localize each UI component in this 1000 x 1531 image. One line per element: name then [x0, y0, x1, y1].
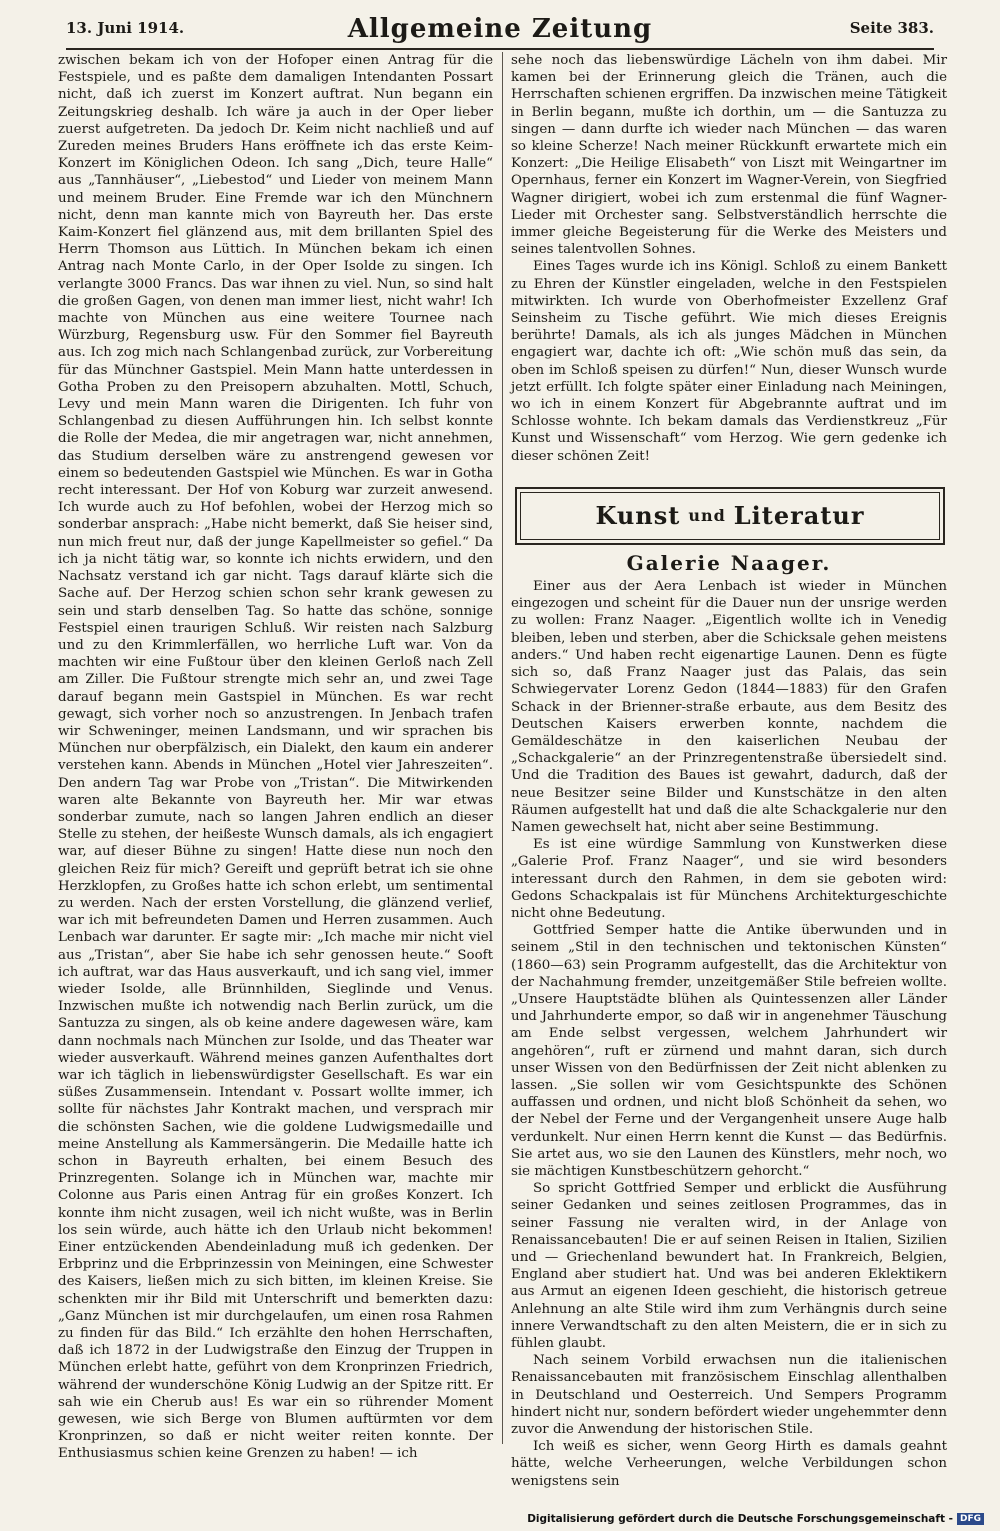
- article-paragraph: Gottfried Semper hatte die Antike überwunden und in seinem „Stil in den technischen und tektonischen Künsten“ (1860—63) sein Programm aufgestellt, das die Architektur von der Nachahmung fremder, unzeitgemäßer Stile befreien wollte. „Unsere Hauptstädte blühen als Quintessenzen aller Länder und Jahrhunderte empor, so daß wir in angenehmer Täuschung am Ende selbst vergessen, welchem Jahrhundert wir angehören“, ruft er zürnend und mahnt daran, sich durch unser Wissen von den Bedürfnissen der Zeit nicht ablenken zu lassen. „Sie sollen wir vom Gesichtspunkte des Schönen auffassen und ordnen, und nicht bloß Schönheit da sehen, wo der Nebel der Ferne und der Vergangenheit unsere Auge halb verdunkelt. Nur einen Herrn kennt die Kunst — das Bedürfnis. Sie artet aus, wo sie den Launen des Künstlers, mehr noch, wo sie mächtigen Kunstbeschützern gehorcht.“: [511, 923, 947, 1179]
- page-number: Seite 383.: [849, 19, 934, 37]
- right-paragraph: sehe noch das liebenswürdige Lächeln von ihm dabei. Mir kamen bei der Erinnerung gleich die Tränen, auch die Herrschaften schienen ergriffen. Da inzwischen meine Tätigkeit in Berlin begann, mußte ich dorthin, um — die Santuzza zu singen — dann durfte ich wieder nach München — das waren so kleine Scherze! Nach meiner Rückkunft erwartete mich ein Konzert: „Die Heilige Elisabeth“ von Liszt mit Weingartner im Opernhaus, ferner ein Konzert im Wagner-Verein, von Siegfried Wagner dirigiert, wobei ich zum erstenmal die fünf Wagner-Lieder mit Orchester sang. Selbstverständlich herrschte die immer gleiche Begeisterung für die Werke des Meisters und seines talentvollen Sohnes.: [511, 53, 947, 258]
- section-header-box: [515, 487, 945, 545]
- article-title: Galerie Naager.: [626, 550, 832, 575]
- column-divider: [502, 52, 503, 1444]
- article-paragraph: So spricht Gottfried Semper und erblickt die Ausführung seiner Gedanken und seines zeitlosen Programmes, das in seiner Fassung nie veralten wird, in der Anlage von Renaissancebauten! Die er auf seinen Reisen in Italien, Sizilien und — Griechenland bewundert hat. In Frankreich, Belgien, England aber studiert hat. Und was bei anderen Eklektikern aus Armut an eigenen Ideen geschieht, die historisch getreue Anlehnung an alte Stile wird ihm zum Verhängnis durch seine innere Verwandtschaft zu den alten Meistern, die er in sich zu fühlen glaubt.: [511, 1181, 947, 1352]
- left-paragraph: zwischen bekam ich von der Hofoper einen Antrag für die Festspiele, und es paßte dem damaligen Intendanten Possart nicht, daß ich zuerst im Konzert auftrat. Nun begann ein Zeitungskrieg deshalb. Ich wäre ja auch in der Oper lieber zuerst aufgetreten. Da jedoch Dr. Keim nicht nachließ und auf Zureden meines Bruders Hans eröffnete ich das erste Keim-Konzert im Königlichen Odeon. Ich sang „Dich, teure Halle“ aus „Tannhäuser“, „Liebestod“ und Lieder von meinem Mann und meinem Bruder. Eine Fremde war ich den Münchnern nicht, denn man kannte mich von Bayreuth her. Das erste Kaim-Konzert fiel glänzend aus, mit dem brillanten Spiel des Herrn Thomson aus Lüttich. In München bekam ich einen Antrag nach Monte Carlo, in der Oper Isolde zu singen. Ich verlangte 3000 Francs. Das war ihnen zu viel. Nun, so sind halt die großen Gagen, von denen man immer liest, nicht wahr! Ich machte von München aus eine weitere Tournee nach Würzburg, Regensburg usw. Für den Sommer fiel Bayreuth aus. Ich zog mich nach Schlangenbad zurück, zur Vorbereitung für das Münchner Gastspiel. Mein Mann hatte unterdessen in Gotha Proben zu den Preisopern abzuhalten. Mottl, Schuch, Levy und mein Mann waren die Dirigenten. Ich fuhr von Schlangenbad zu diesen Aufführungen hin. Ich selbst konnte die Rolle der Medea, die mir angetragen war, nicht annehmen, das Studium derselben wäre zu anstrengend gewesen vor einem so bedeutenden Gastspiel wie München. Es war in Gotha recht interessant. Der Hof von Koburg war zurzeit anwesend. Ich wurde auch zu Hof befohlen, wobei der Herzog mich so sonderbar ansprach: „Habe nicht bemerkt, daß Sie heiser sind, nun mich freut nur, daß der junge Kapellmeister so gefiel.“ Da ich ja nicht tätig war, so konnte ich nichts erwidern, und den Nachsatz verstand ich gar nicht. Tags darauf klärte sich die Sache auf. Der Herzog schien schon sehr krank gewesen zu sein und starb denselben Tag. So hatte das schöne, sonnige Festspiel einen traurigen Schluß. Wir reisten nach Salzburg und zu den Krimmlerfällen, wo herrliche Luft war. Von da machten wir eine Fußtour über den kleinen Gerloß nach Zell am Ziller. Die Fußtour strengte mich sehr an, und zwei Tage darauf begann mein Gastspiel in München. Es war recht gewagt, sich vorher noch so anzustrengen. In Jenbach trafen wir Schweninger, meinen Landsmann, und wir sprachen bis München nur oberpfälzisch, ein Dialekt, den kaum ein anderer verstehen kann. Abends in München „Hotel vier Jahreszeiten“. Den andern Tag war Probe von „Tristan“. Die Mitwirkenden waren alte Bekannte von Bayreuth her. Mir war etwas sonderbar zumute, nach so langen Jahren endlich an dieser Stelle zu stehen, der heißeste Wunsch damals, als ich engagiert war, auf dieser Bühne zu singen! Hatte diese nun noch den gleichen Reiz für mich? Gereift und geprüft betrat ich sie ohne Herzklopfen, zu Großes hatte ich schon erlebt, um sentimental zu werden. Nach der ersten Vorstellung, die glänzend verlief, war ich mit befreundeten Damen und Herren zusammen. Auch Lenbach war darunter. Er sagte mir: „Ich mache mir nicht viel aus „Tristan“, aber Sie habe ich sehr genossen heute.“ Sooft ich auftrat, war das Haus ausverkauft, und ich sang viel, immer wieder Isolde, alle Brünnhilden, Sieglinde und Venus. Inzwischen mußte ich notwendig nach Berlin zurück, um die Santuzza zu singen, als ob keine andere dagewesen wäre, kam dann nochmals nach München zur Isolde, und das Theater war wieder ausverkauft. Während meines ganzen Aufenthaltes dort war ich täglich in liebenswürdigster Gesellschaft. Es war ein süßes Zusammensein. Intendant v. Possart wollte immer, ich sollte für nächstes Jahr Kontrakt machen, und versprach mir die schönsten Sachen, wie die goldene Ludwigsmedaille und meine Anstellung als Kammersängerin. Die Medaille hatte ich schon in Bayreuth erhalten, bei einem Besuch des Prinzregenten. Solange ich in München war, machte mir Colonne aus Paris einen Antrag für ein großes Konzert. Ich konnte ihm nicht zusagen, weil ich nicht wußte, was in Berlin los sein würde, auch hätte ich den Urlaub nicht bekommen! Einer entzückenden Abendeinladung muß ich gedenken. Der Erbprinz und die Erbprinzessin von Meiningen, eine Schwester des Kaisers, ließen mich zu sich bitten, im kleinen Kreise. Sie schenkten mir ihr Bild mit Unterschrift und bemerkten dazu: „Ganz München ist mir durchgelaufen, um einen rosa Rahmen zu finden für das Bild.“ Ich erzählte den hohen Herrschaften, daß ich 1872 in der Ludwigstraße den Einzug der Truppen in München erlebt hatte, geführt von dem Kronprinzen Friedrich, während der wunderschöne König Ludwig an der Spitze ritt. Er sah wie ein Cherub aus! Es war ein so rührender Moment gewesen, wie sich Berge von Blumen auftürmten vor dem Kronprinzen, so daß er nicht weiter reiten konnte. Der Enthusiasmus schien keine Grenzen zu haben! — ich: [58, 53, 493, 1462]
- dfg-logo: DFG: [957, 1513, 984, 1525]
- article-paragraph: Ich weiß es sicher, wenn Georg Hirth es damals geahnt hätte, welche Verheerungen, welche Verbildungen schon wenigstens sein: [511, 1439, 947, 1489]
- right-paragraph: Eines Tages wurde ich ins Königl. Schloß zu einem Bankett zu Ehren der Künstler eingeladen, welche in den Festspielen mitwirkten. Ich wurde von Oberhofmeister Exzellenz Graf Seinsheim zu Tische geführt. Wie mich dieses Ereignis berührte! Damals, als ich als junges Mädchen in München engagiert war, dachte ich oft: „Wie schön muß das sein, da oben im Schloß speisen zu dürfen!“ Nun, dieser Wunsch wurde jetzt erfüllt. Ich folgte später einer Einladung nach Meiningen, wo ich in einem Konzert für Abgebrannte auftrat und im Schlosse wohnte. Ich bekam damals das Verdienstkreuz „Für Kunst und Wissenschaft“ vom Herzog. Wie gern gedenke ich dieser schönen Zeit!: [511, 259, 947, 464]
- newspaper-title: Allgemeine Zeitung: [347, 14, 653, 44]
- left-column: [58, 52, 493, 1462]
- section-title-und: und: [688, 506, 726, 526]
- article-paragraph: Nach seinem Vorbild erwachsen nun die italienischen Renaissancebauten mit französischem Einschlag allenthalben in Deutschland und Oesterreich. Und Sempers Programm hindert nicht nur, sondern befördert wieder ungehemmter denn zuvor die Anwendung der historischen Stile.: [511, 1353, 947, 1438]
- section-title: [520, 492, 940, 540]
- issue-date: 13. Juni 1914.: [66, 19, 185, 37]
- section-title-literatur: Literatur: [733, 501, 865, 531]
- credit-text: Digitalisierung gefördert durch die Deutsche Forschungsgemeinschaft -: [527, 1513, 953, 1525]
- page-header: [66, 14, 934, 50]
- digitization-credit: [527, 1513, 984, 1525]
- section-title-kunst: Kunst: [595, 501, 681, 531]
- right-column: [511, 52, 947, 1489]
- article-paragraph: Es ist eine würdige Sammlung von Kunstwerken diese „Galerie Prof. Franz Naager“, und sie wird besonders interessant durch den Rahmen, in dem sie geboten wird: Gedons Schackpalais ist für Münchens Architekturgeschichte nicht ohne Bedeutung.: [511, 837, 947, 921]
- article-paragraph: Einer aus der Aera Lenbach ist wieder in München eingezogen und scheint für die Dauer nun der unsrige werden zu wollen: Franz Naager. „Eigentlich wollte ich in Venedig bleiben, leben und sterben, aber die Schicksale gehen meistens anders.“ Und haben recht eigenartige Launen. Denn es fügte sich so, daß Franz Naager just das Palais, das sein Schwiegervater Lorenz Gedon (1844—1883) für den Grafen Schack in der Brienner-straße erbaute, aus dem Besitz des Deutschen Kaisers erwerben konnte, nachdem die Gemäldeschätze in den kaiserlichen Neubau der „Schackgalerie“ an der Prinzregentenstraße übersiedelt sind. Und die Tradition des Baues ist gewahrt, dadurch, daß der neue Besitzer seine Bilder und Kunstschätze in den alten Räumen aufgestellt hat und daß die alte Schackgalerie nur den Namen gewechselt hat, nicht aber seine Bestimmung.: [511, 579, 947, 835]
